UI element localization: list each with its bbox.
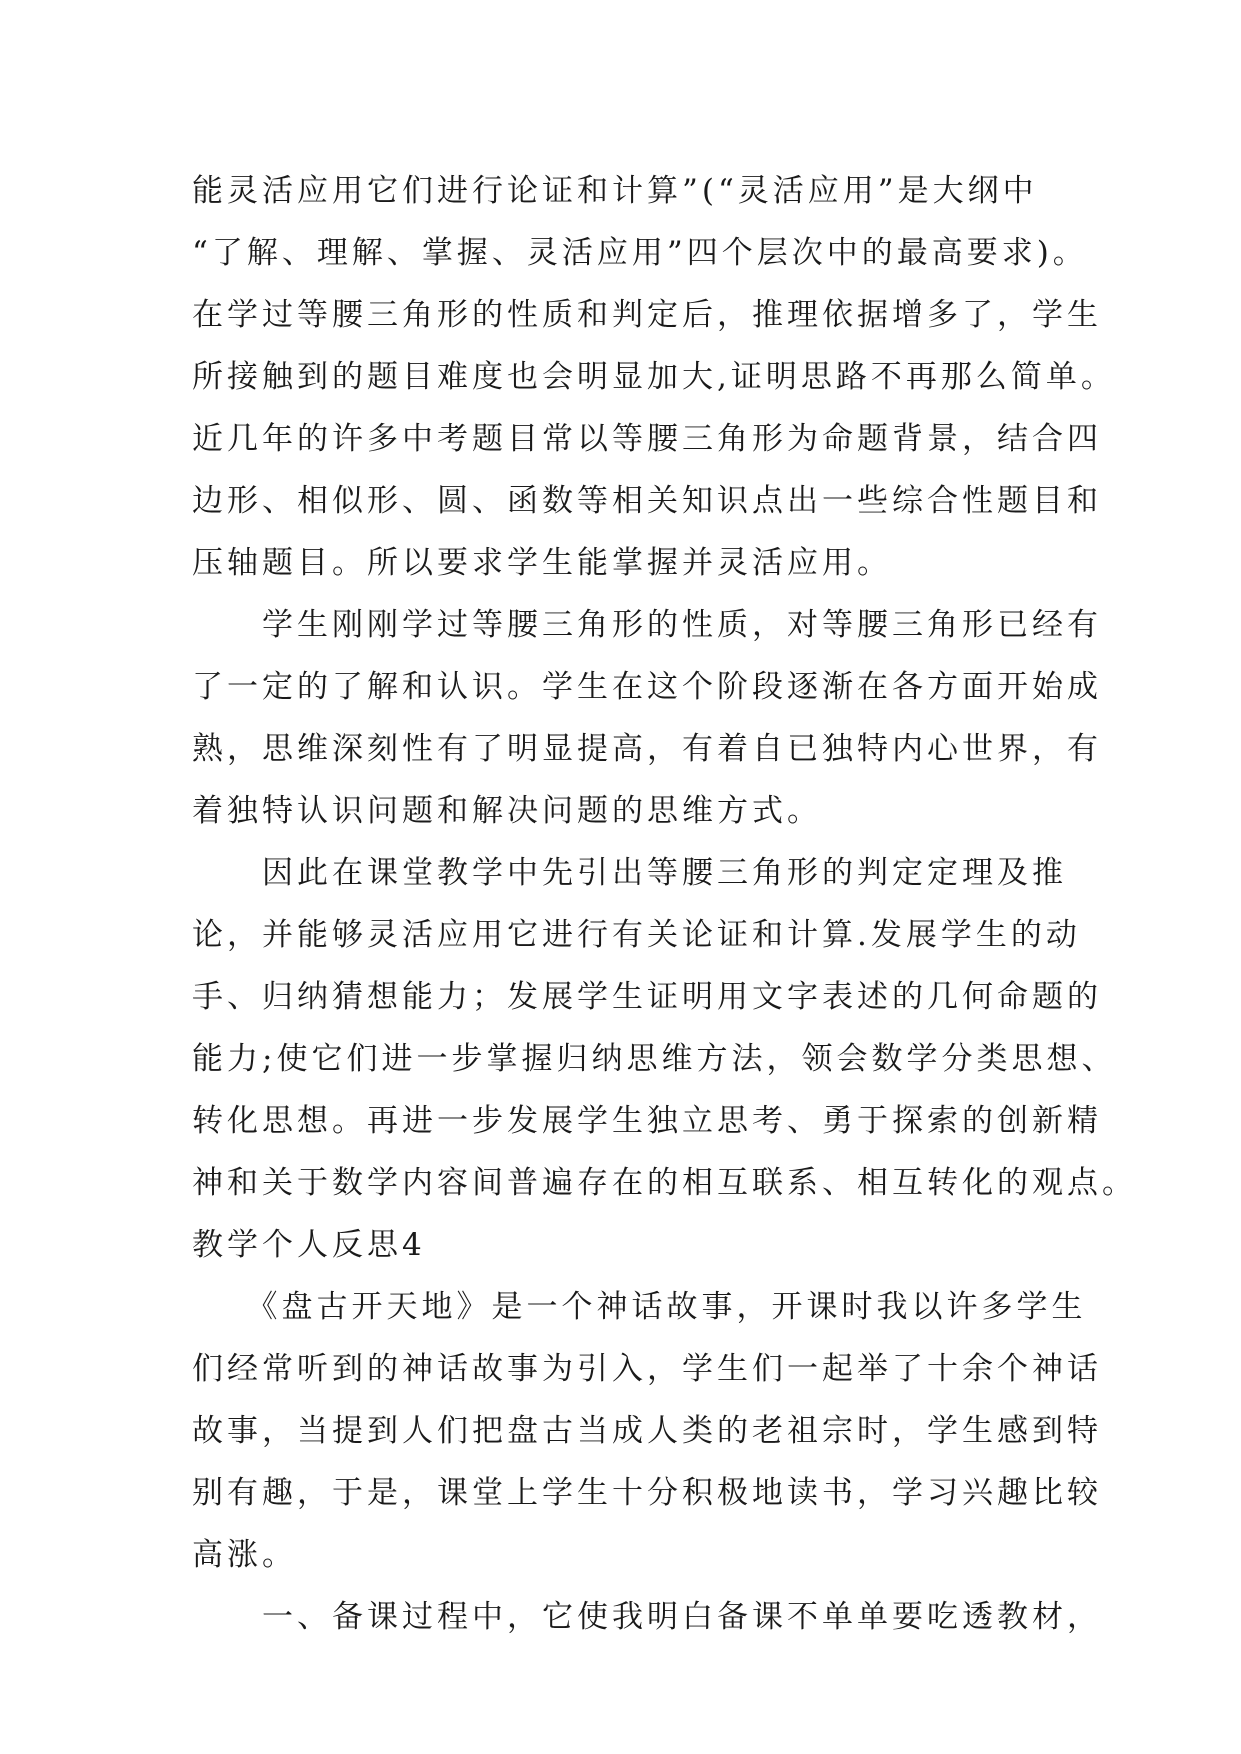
text-line: 边形、相似形、圆、函数等相关知识点出一些综合性题目和 xyxy=(192,483,1102,519)
document-body xyxy=(192,160,1137,1648)
text-line: 转化思想。再进一步发展学生独立思考、勇于探索的创新精 xyxy=(192,1103,1102,1139)
text-line: 一、备课过程中，它使我明白备课不单单要吃透教材， xyxy=(192,1599,1102,1635)
text-line: 故事，当提到人们把盘古当成人类的老祖宗时，学生感到特 xyxy=(192,1413,1102,1449)
text-line: 别有趣，于是，课堂上学生十分积极地读书，学习兴趣比较 xyxy=(192,1475,1102,1511)
text-line: 高涨。 xyxy=(192,1537,297,1573)
text-line: 手、归纳猜想能力；发展学生证明用文字表述的几何命题的 xyxy=(192,979,1102,1015)
text-line: 《盘古开天地》是一个神话故事，开课时我以许多学生 xyxy=(192,1289,1087,1325)
text-line: 熟，思维深刻性有了明显提高，有着自已独特内心世界，有 xyxy=(192,731,1102,767)
text-line: 神和关于数学内容间普遍存在的相互联系、相互转化的观点。 xyxy=(192,1165,1137,1201)
text-line: 压轴题目。所以要求学生能掌握并灵活应用。 xyxy=(192,545,892,581)
text-line: 因此在课堂教学中先引出等腰三角形的判定定理及推 xyxy=(192,855,1067,891)
text-line: “了解、理解、掌握、灵活应用”四个层次中的最高要求)。 xyxy=(192,235,1088,271)
text-line: 近几年的许多中考题目常以等腰三角形为命题背景，结合四 xyxy=(192,421,1102,457)
section-heading: 教学个人反思4 xyxy=(192,1227,426,1263)
text-line: 论，并能够灵活应用它进行有关论证和计算.发展学生的动 xyxy=(192,917,1081,953)
text-line: 能力;使它们进一步掌握归纳思维方法，领会数学分类思想、 xyxy=(192,1041,1117,1077)
text-line: 学生刚刚学过等腰三角形的性质，对等腰三角形已经有 xyxy=(192,607,1102,643)
text-line: 能灵活应用它们进行论证和计算”(“灵活应用”是大纲中 xyxy=(192,173,1038,209)
text-line: 着独特认识问题和解决问题的思维方式。 xyxy=(192,793,822,829)
text-line: 所接触到的题目难度也会明显加大,证明思路不再那么简单。 xyxy=(192,359,1116,395)
text-line: 在学过等腰三角形的性质和判定后，推理依据增多了，学生 xyxy=(192,297,1102,333)
text-line: 们经常听到的神话故事为引入，学生们一起举了十余个神话 xyxy=(192,1351,1102,1387)
text-line: 了一定的了解和认识。学生在这个阶段逐渐在各方面开始成 xyxy=(192,669,1102,705)
